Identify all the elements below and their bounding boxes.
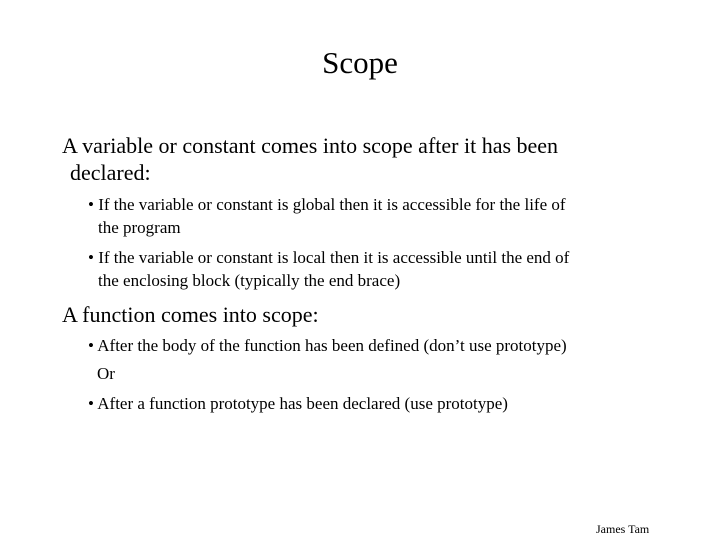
- bullet-local-variable-continued: the enclosing block (typically the end brace): [98, 271, 401, 290]
- main-point-scope-variables-continued: declared:: [70, 160, 151, 185]
- bullet-function-prototype: • After a function prototype has been declared (use prototype): [88, 394, 508, 413]
- bullet-local-variable: • If the variable or constant is local then it is accessible until the end of: [88, 248, 570, 267]
- main-point-function-scope: A function comes into scope:: [62, 302, 319, 327]
- footer-author: James Tam: [596, 522, 650, 536]
- bullet-global-variable: • If the variable or constant is global then it is accessible for the life of: [88, 195, 566, 214]
- bullet-global-variable-continued: the program: [98, 218, 181, 237]
- main-point-scope-variables: A variable or constant comes into scope after it has been: [62, 133, 559, 158]
- or-separator: Or: [97, 364, 115, 383]
- bullet-function-defined: • After the body of the function has been defined (don’t use prototype): [88, 336, 567, 355]
- slide-title: Scope: [322, 45, 398, 80]
